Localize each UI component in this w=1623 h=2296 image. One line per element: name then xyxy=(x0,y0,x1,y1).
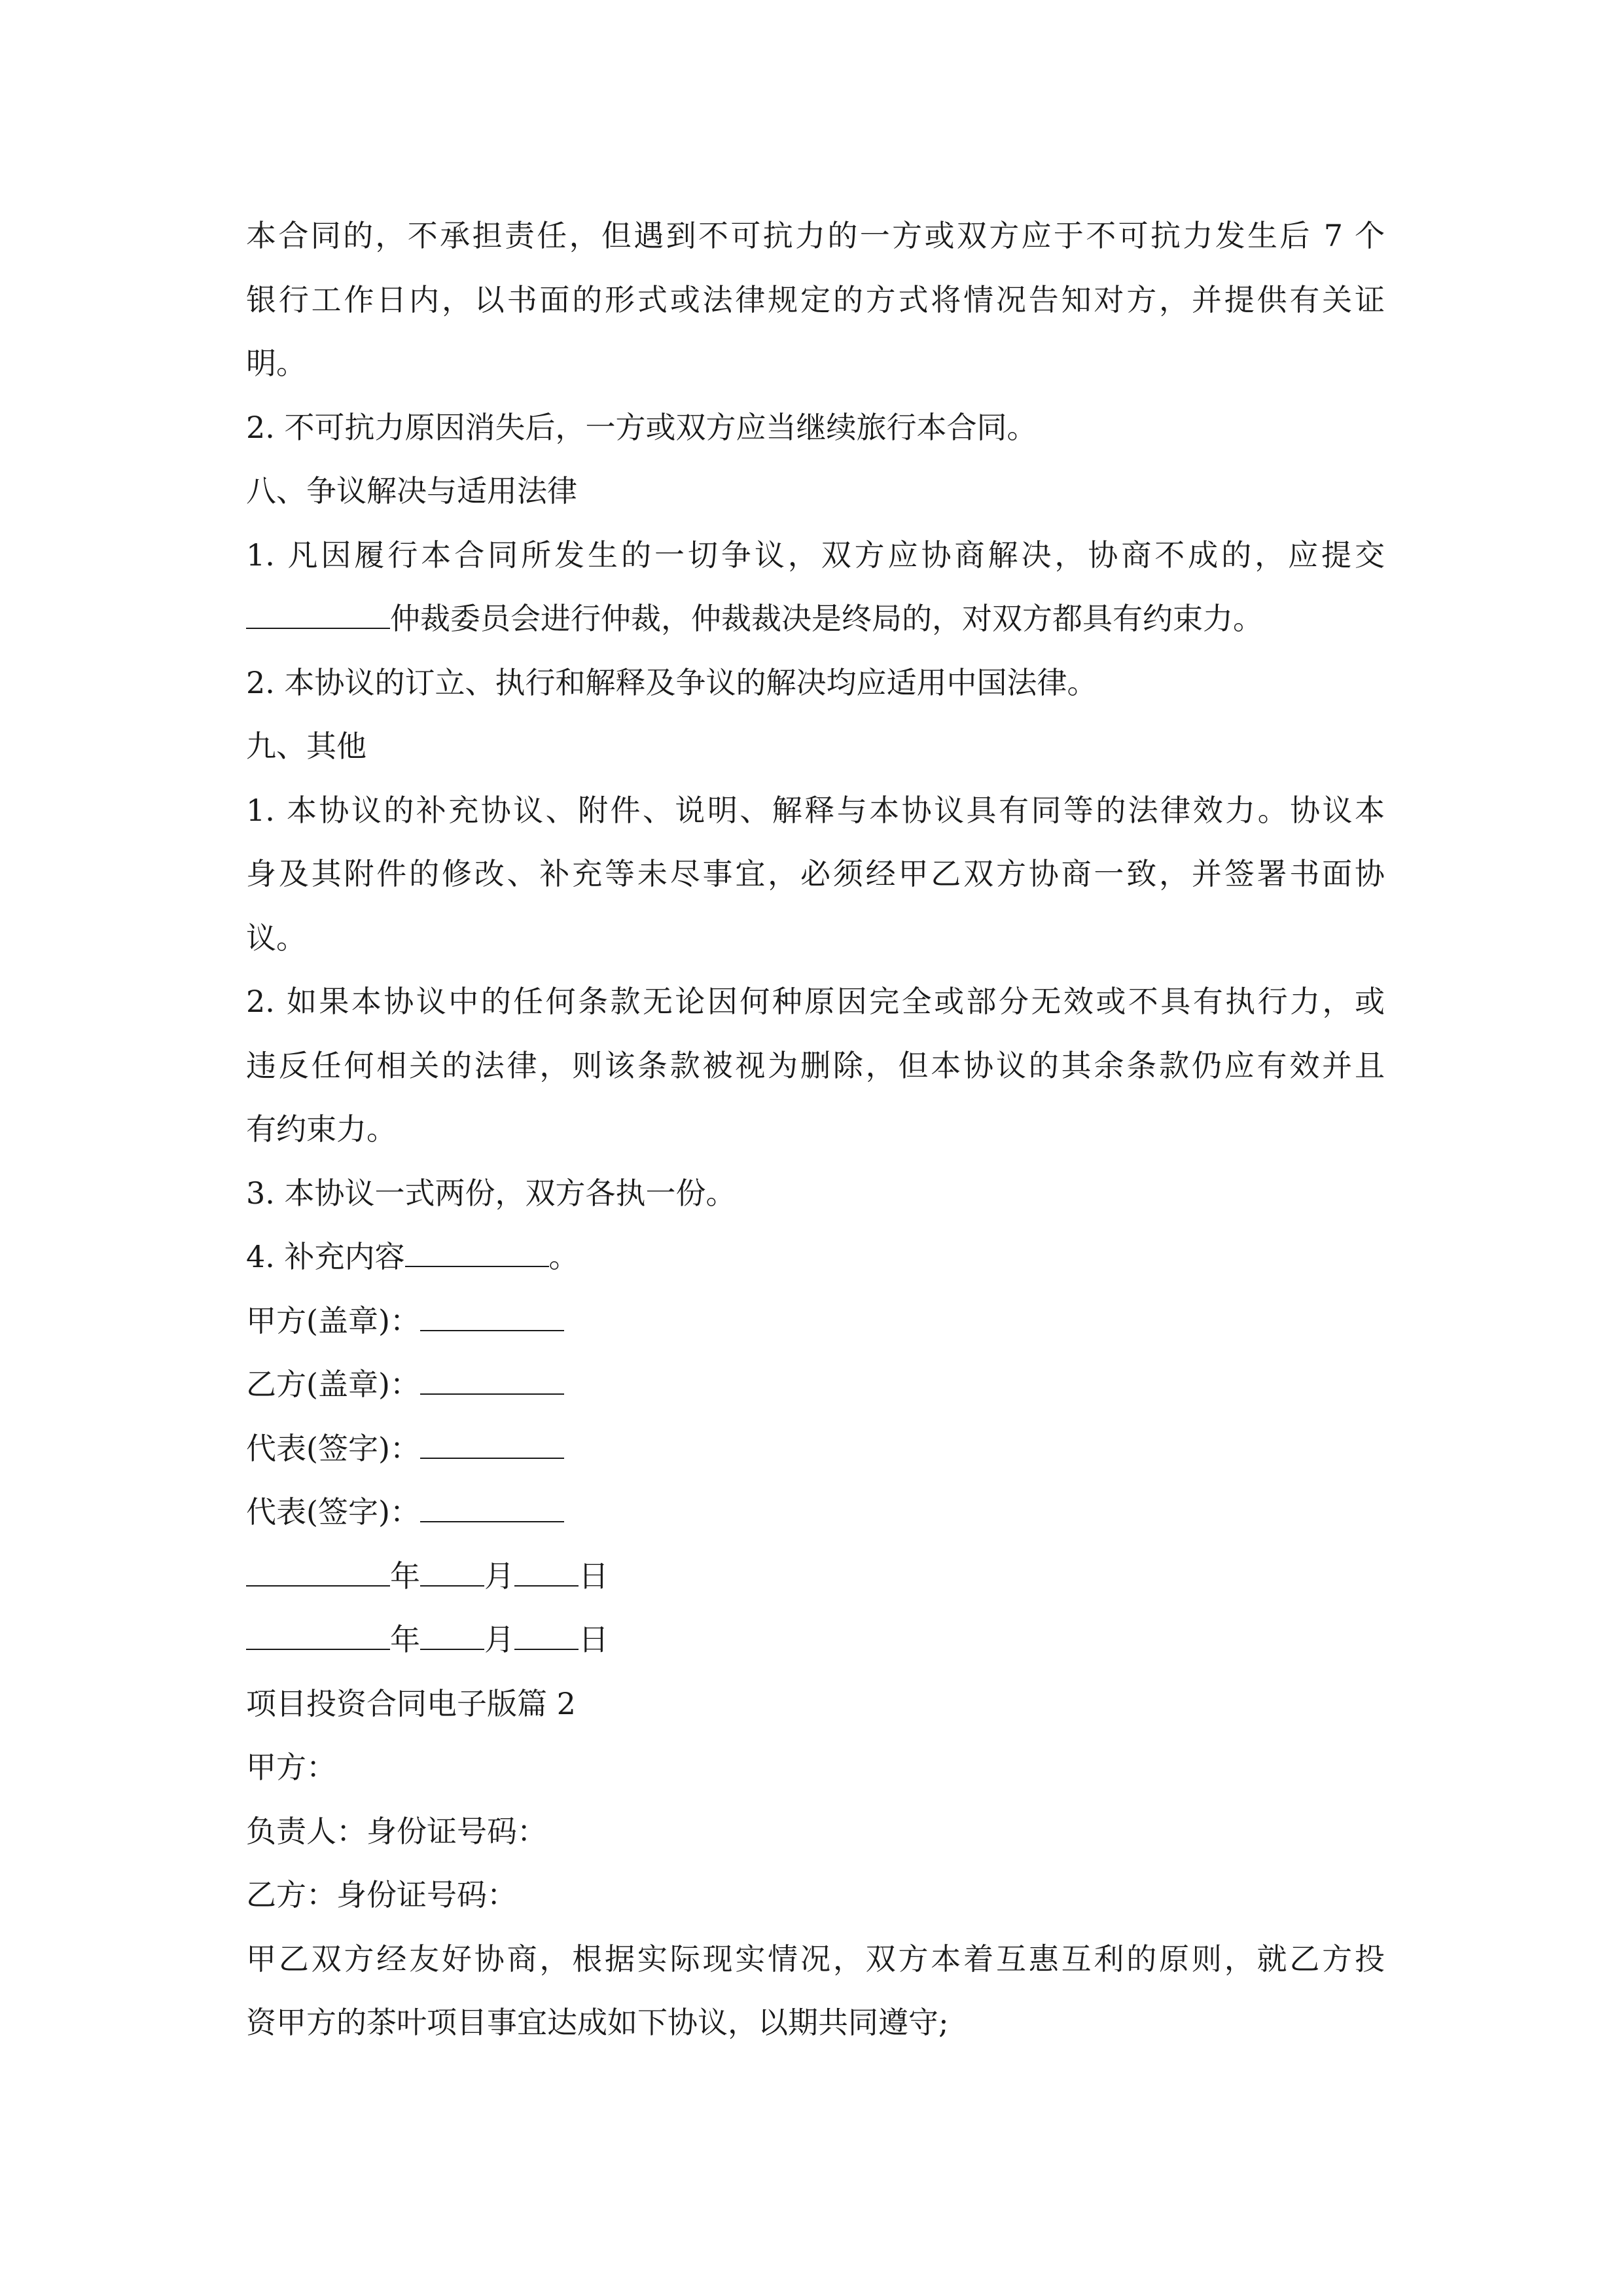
dispute-clause-1-line-1: 1. 凡因履行本合同所发生的一切争议，双方应协商解决，协商不成的，应提交 xyxy=(246,537,1385,573)
supplement-blank[interactable] xyxy=(405,1240,549,1267)
party-a-seal-blank[interactable] xyxy=(420,1304,564,1331)
other-clause-2-line-1: 2. 如果本协议中的任何条款无论因何种原因完全或部分无效或不具有执行力，或 xyxy=(246,984,1385,1019)
party-b-seal-blank[interactable] xyxy=(420,1367,564,1395)
other-clause-1-line-3: 议。 xyxy=(246,920,306,956)
date-line-1: 年 月 日 xyxy=(246,1545,1385,1609)
representative-sign-blank-2[interactable] xyxy=(420,1495,564,1522)
preamble-line-1: 甲乙双方经友好协商，根据实际现实情况，双方本着互惠互利的原则，就乙方投 xyxy=(246,1941,1385,1977)
force-majeure-line-2: 银行工作日内，以书面的形式或法律规定的方式将情况告知对方，并提供有关证 xyxy=(246,281,1385,317)
representative-sign-line-2: 代表(签字)： xyxy=(246,1480,1385,1545)
preamble-line-2: 资甲方的茶叶项目事宜达成如下协议，以期共同遵守; xyxy=(246,2005,949,2040)
party-a-label: 甲方： xyxy=(246,1749,336,1785)
owner-id-line: 负责人：身份证号码： xyxy=(246,1813,547,1849)
other-clause-2-line-2: 违反任何相关的法律，则该条款被视为删除，但本协议的其余条款仍应有效并且 xyxy=(246,1047,1385,1083)
section-heading-8: 八、争议解决与适用法律 xyxy=(246,473,577,509)
arbitration-blank[interactable] xyxy=(246,601,390,629)
force-majeure-line-1: 本合同的，不承担责任，但遇到不可抗力的一方或双方应于不可抗力发生后 7 个 xyxy=(246,218,1385,253)
other-clause-2-line-3: 有约束力。 xyxy=(246,1111,397,1147)
year-blank-2[interactable] xyxy=(246,1623,390,1650)
other-clause-1-line-1: 1. 本协议的补充协议、附件、说明、解释与本协议具有同等的法律效力。协议本 xyxy=(246,792,1385,828)
party-a-seal-line: 甲方(盖章)： xyxy=(246,1289,1385,1354)
month-blank-2[interactable] xyxy=(420,1623,484,1650)
day-blank-2[interactable] xyxy=(514,1623,579,1650)
representative-sign-blank-1[interactable] xyxy=(420,1431,564,1459)
document-body xyxy=(246,204,1385,2055)
contract-title-2: 项目投资合同电子版篇 2 xyxy=(246,1685,576,1721)
force-majeure-clause-2: 2. 不可抗力原因消失后，一方或双方应当继续旅行本合同。 xyxy=(246,409,1037,445)
year-blank-1[interactable] xyxy=(246,1559,390,1587)
other-clause-1-line-2: 身及其附件的修改、补充等未尽事宜，必须经甲乙双方协商一致，并签署书面协 xyxy=(246,856,1385,891)
day-blank-1[interactable] xyxy=(514,1559,579,1587)
section-heading-9: 九、其他 xyxy=(246,728,366,764)
party-b-seal-line: 乙方(盖章)： xyxy=(246,1353,1385,1417)
supplement-line: 4. 补充内容 。 xyxy=(246,1239,579,1274)
date-line-2: 年 月 日 xyxy=(246,1608,1385,1672)
force-majeure-line-3: 明。 xyxy=(246,346,306,381)
other-clause-3: 3. 本协议一式两份，双方各执一份。 xyxy=(246,1175,736,1211)
representative-sign-line-1: 代表(签字)： xyxy=(246,1417,1385,1481)
dispute-clause-2: 2. 本协议的订立、执行和解释及争议的解决均应适用中国法律。 xyxy=(246,664,1097,700)
month-blank-1[interactable] xyxy=(420,1559,484,1587)
party-b-id-line: 乙方：身份证号码： xyxy=(246,1877,517,1912)
dispute-clause-1-line-2: 仲裁委员会进行仲裁，仲裁裁决是终局的，对双方都具有约束力。 xyxy=(246,587,1385,651)
